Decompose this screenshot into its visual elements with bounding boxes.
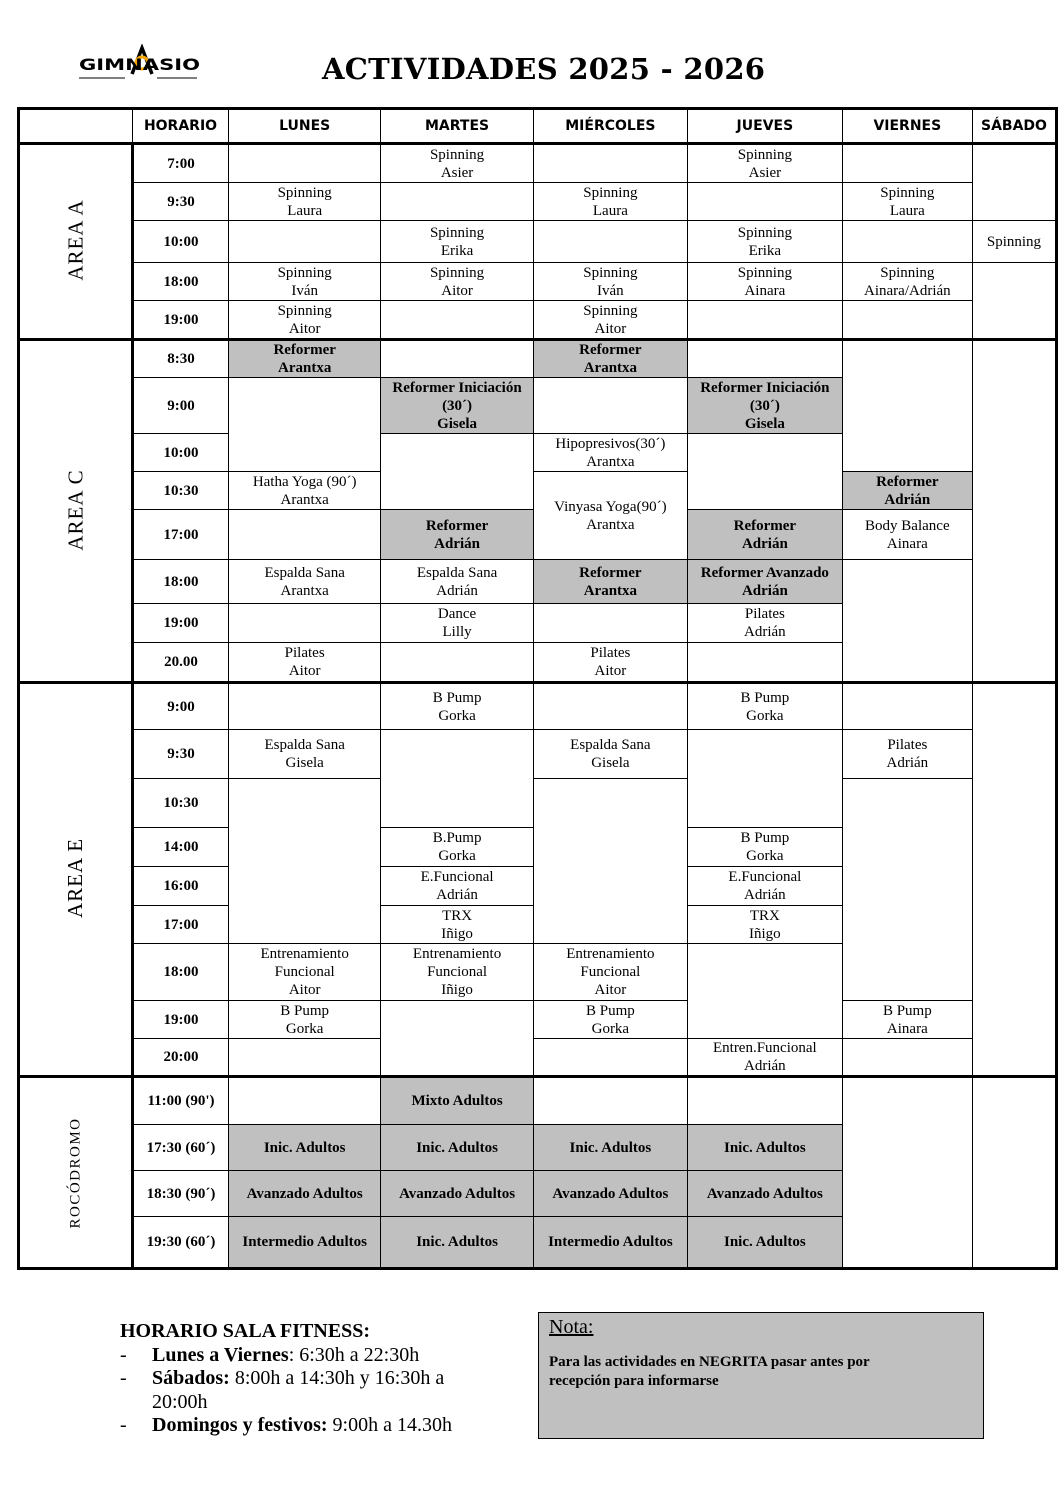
class-cell <box>381 730 533 828</box>
time-cell: 9:00 <box>133 378 229 434</box>
time-cell: 18:00 <box>133 560 229 604</box>
class-cell: Reformer Arantxa <box>533 560 687 604</box>
table-row <box>19 340 1057 378</box>
class-cell <box>533 144 687 183</box>
class-cell <box>533 1039 687 1077</box>
time-cell: 18:00 <box>133 263 229 301</box>
class-cell: Hipopresivos(30´) Arantxa <box>533 434 687 472</box>
class-cell: Entrenamiento Funcional Aitor <box>228 944 380 1001</box>
time-cell: 19:30 (60´) <box>133 1217 229 1269</box>
gym-logo <box>77 44 202 84</box>
class-cell <box>381 643 533 683</box>
class-cell <box>381 434 533 510</box>
class-cell: Avanzado Adultos <box>228 1171 380 1217</box>
class-cell <box>842 1077 972 1269</box>
time-cell: 14:00 <box>133 828 229 867</box>
class-cell: Spinning Erika <box>381 221 533 263</box>
time-cell: 18:30 (90´) <box>133 1171 229 1217</box>
class-cell: E.Funcional Adrián <box>687 867 842 906</box>
class-cell <box>533 779 687 944</box>
fitness-heading: HORARIO SALA FITNESS: <box>120 1320 371 1342</box>
area-a-label: AREA A <box>19 144 133 340</box>
area-e-label: AREA E <box>19 683 133 1077</box>
class-cell: Reformer Arantxa <box>533 340 687 378</box>
class-cell: E.Funcional Adrián <box>381 867 533 906</box>
class-cell <box>687 340 842 378</box>
table-row <box>19 183 1057 221</box>
class-cell <box>972 144 1056 221</box>
class-cell: Inic. Adultos <box>687 1125 842 1171</box>
class-cell <box>842 683 972 730</box>
header-sabado: SÁBADO <box>972 109 1056 144</box>
class-cell <box>381 301 533 340</box>
class-cell: Inic. Adultos <box>381 1125 533 1171</box>
class-cell: Spinning Laura <box>842 183 972 221</box>
class-cell <box>842 1039 972 1077</box>
class-cell: Dance Lilly <box>381 604 533 643</box>
class-cell <box>228 1039 380 1077</box>
area-c-label: AREA C <box>19 340 133 683</box>
class-cell: Reformer Iniciación (30´) Gisela <box>687 378 842 434</box>
header-corner <box>19 109 133 144</box>
class-cell <box>972 340 1056 683</box>
time-cell: 18:00 <box>133 944 229 1001</box>
header-lunes: LUNES <box>228 109 380 144</box>
fitness-list <box>120 1344 472 1438</box>
class-cell: Spinning Iván <box>533 263 687 301</box>
class-cell: Espalda Sana Adrián <box>381 560 533 604</box>
class-cell <box>687 434 842 510</box>
table-row <box>19 263 1057 301</box>
class-cell: Pilates Adrián <box>687 604 842 643</box>
class-cell: Mixto Adultos <box>381 1077 533 1125</box>
header-horario: HORARIO <box>133 109 229 144</box>
class-cell: Spinning Aitor <box>533 301 687 340</box>
class-cell <box>381 1001 533 1077</box>
class-cell: Spinning Aitor <box>228 301 380 340</box>
class-cell <box>533 1077 687 1125</box>
class-cell <box>228 604 380 643</box>
class-cell: B Pump Gorka <box>687 828 842 867</box>
table-row <box>19 779 1057 828</box>
note-box <box>538 1312 984 1439</box>
table-row <box>19 1039 1057 1077</box>
class-cell: B Pump Gorka <box>533 1001 687 1039</box>
class-cell: B Pump Gorka <box>687 683 842 730</box>
time-cell: 9:00 <box>133 683 229 730</box>
class-cell <box>381 183 533 221</box>
class-cell: Hatha Yoga (90´) Arantxa <box>228 472 380 510</box>
class-cell: B Pump Gorka <box>381 683 533 730</box>
class-cell: Espalda Sana Gisela <box>533 730 687 779</box>
class-cell: Avanzado Adultos <box>533 1171 687 1217</box>
class-cell <box>972 1077 1056 1269</box>
class-cell: Espalda Sana Gisela <box>228 730 380 779</box>
table-row <box>19 1001 1057 1039</box>
class-cell <box>687 730 842 828</box>
time-cell: 19:00 <box>133 1001 229 1039</box>
list-item: - Lunes a Viernes: 6:30h a 22:30h <box>120 1344 472 1368</box>
class-cell: Pilates Adrián <box>842 730 972 779</box>
class-cell: B.Pump Gorka <box>381 828 533 867</box>
class-cell <box>228 1077 380 1125</box>
class-cell <box>842 779 972 1001</box>
class-cell <box>687 301 842 340</box>
class-cell: Avanzado Adultos <box>687 1171 842 1217</box>
header-row <box>19 109 1057 144</box>
class-cell: Espalda Sana Arantxa <box>228 560 380 604</box>
class-cell <box>842 221 972 263</box>
class-cell: Inic. Adultos <box>381 1217 533 1269</box>
time-cell: 10:00 <box>133 434 229 472</box>
class-cell: Inic. Adultos <box>687 1217 842 1269</box>
header-martes: MARTES <box>381 109 533 144</box>
class-cell: B Pump Gorka <box>228 1001 380 1039</box>
class-cell: Spinning Aitor <box>381 263 533 301</box>
time-cell: 10:00 <box>133 221 229 263</box>
schedule-table <box>17 107 1058 1270</box>
time-cell: 19:00 <box>133 301 229 340</box>
time-cell: 10:30 <box>133 779 229 828</box>
class-cell: Intermedio Adultos <box>228 1217 380 1269</box>
class-cell: Pilates Aitor <box>228 643 380 683</box>
class-cell <box>533 221 687 263</box>
class-cell: Spinning Ainara <box>687 263 842 301</box>
list-item: - Sábados: 8:00h a 14:30h y 16:30h a 20:00h <box>120 1367 472 1414</box>
class-cell <box>228 779 380 944</box>
class-cell: Spinning Ainara/Adrián <box>842 263 972 301</box>
header-viernes: VIERNES <box>842 109 972 144</box>
class-cell: Spinning Laura <box>228 183 380 221</box>
class-cell <box>228 221 380 263</box>
class-cell <box>842 301 972 340</box>
class-cell: Avanzado Adultos <box>381 1171 533 1217</box>
class-cell: Reformer Adrián <box>687 510 842 560</box>
class-cell: Reformer Avanzado Adrián <box>687 560 842 604</box>
time-cell: 20.00 <box>133 643 229 683</box>
table-row <box>19 1077 1057 1125</box>
class-cell: Inic. Adultos <box>533 1125 687 1171</box>
note-heading: Nota: <box>549 1316 594 1338</box>
class-cell: Reformer Adrián <box>381 510 533 560</box>
svg-text:GIMNASIO: GIMNASIO <box>79 55 200 74</box>
class-cell: Reformer Adrián <box>842 472 972 510</box>
note-text: Para las actividades en NEGRITA pasar antes por recepción para informarse <box>549 1354 870 1389</box>
table-row <box>19 730 1057 779</box>
class-cell: TRX Iñigo <box>687 906 842 944</box>
class-cell <box>228 378 380 472</box>
class-cell <box>228 510 380 560</box>
page-title: ACTIVIDADES 2025 - 2026 <box>322 52 766 86</box>
class-cell: TRX Iñigo <box>381 906 533 944</box>
class-cell <box>228 144 380 183</box>
time-cell: 9:30 <box>133 183 229 221</box>
class-cell: Spinning <box>972 221 1056 263</box>
class-cell: Reformer Arantxa <box>228 340 380 378</box>
class-cell <box>842 144 972 183</box>
class-cell: B Pump Ainara <box>842 1001 972 1039</box>
time-cell: 16:00 <box>133 867 229 906</box>
header-miercoles: MIÉRCOLES <box>533 109 687 144</box>
time-cell: 19:00 <box>133 604 229 643</box>
class-cell <box>687 643 842 683</box>
class-cell <box>842 560 972 683</box>
table-row <box>19 560 1057 604</box>
fitness-hours <box>120 1320 472 1438</box>
rocodromo-label: ROCÓDROMO <box>19 1077 133 1269</box>
class-cell: Spinning Erika <box>687 221 842 263</box>
class-cell: Entrenamiento Funcional Iñigo <box>381 944 533 1001</box>
class-cell <box>533 683 687 730</box>
class-cell: Pilates Aitor <box>533 643 687 683</box>
class-cell: Inic. Adultos <box>228 1125 380 1171</box>
class-cell: Spinning Laura <box>533 183 687 221</box>
class-cell <box>533 378 687 434</box>
table-row <box>19 221 1057 263</box>
class-cell <box>381 340 533 378</box>
class-cell: Body Balance Ainara <box>842 510 972 560</box>
class-cell <box>972 683 1056 1077</box>
class-cell <box>533 604 687 643</box>
time-cell: 11:00 (90') <box>133 1077 229 1125</box>
class-cell: Vinyasa Yoga(90´) Arantxa <box>533 472 687 560</box>
table-row <box>19 144 1057 183</box>
class-cell <box>228 683 380 730</box>
time-cell: 17:00 <box>133 906 229 944</box>
table-row <box>19 472 1057 510</box>
table-row <box>19 683 1057 730</box>
class-cell: Entren.Funcional Adrián <box>687 1039 842 1077</box>
time-cell: 20:00 <box>133 1039 229 1077</box>
class-cell: Spinning Iván <box>228 263 380 301</box>
header-jueves: JUEVES <box>687 109 842 144</box>
class-cell <box>972 263 1056 340</box>
class-cell: Intermedio Adultos <box>533 1217 687 1269</box>
time-cell: 9:30 <box>133 730 229 779</box>
class-cell <box>687 183 842 221</box>
list-item: - Domingos y festivos: 9:00h a 14.30h <box>120 1414 472 1438</box>
class-cell: Entrenamiento Funcional Aitor <box>533 944 687 1001</box>
class-cell: Reformer Iniciación (30´) Gisela <box>381 378 533 434</box>
class-cell: Spinning Asier <box>687 144 842 183</box>
time-cell: 17:30 (60´) <box>133 1125 229 1171</box>
time-cell: 10:30 <box>133 472 229 510</box>
class-cell <box>687 1077 842 1125</box>
class-cell <box>842 340 972 472</box>
class-cell: Spinning Asier <box>381 144 533 183</box>
time-cell: 8:30 <box>133 340 229 378</box>
table-row <box>19 301 1057 340</box>
time-cell: 7:00 <box>133 144 229 183</box>
class-cell <box>687 944 842 1039</box>
time-cell: 17:00 <box>133 510 229 560</box>
